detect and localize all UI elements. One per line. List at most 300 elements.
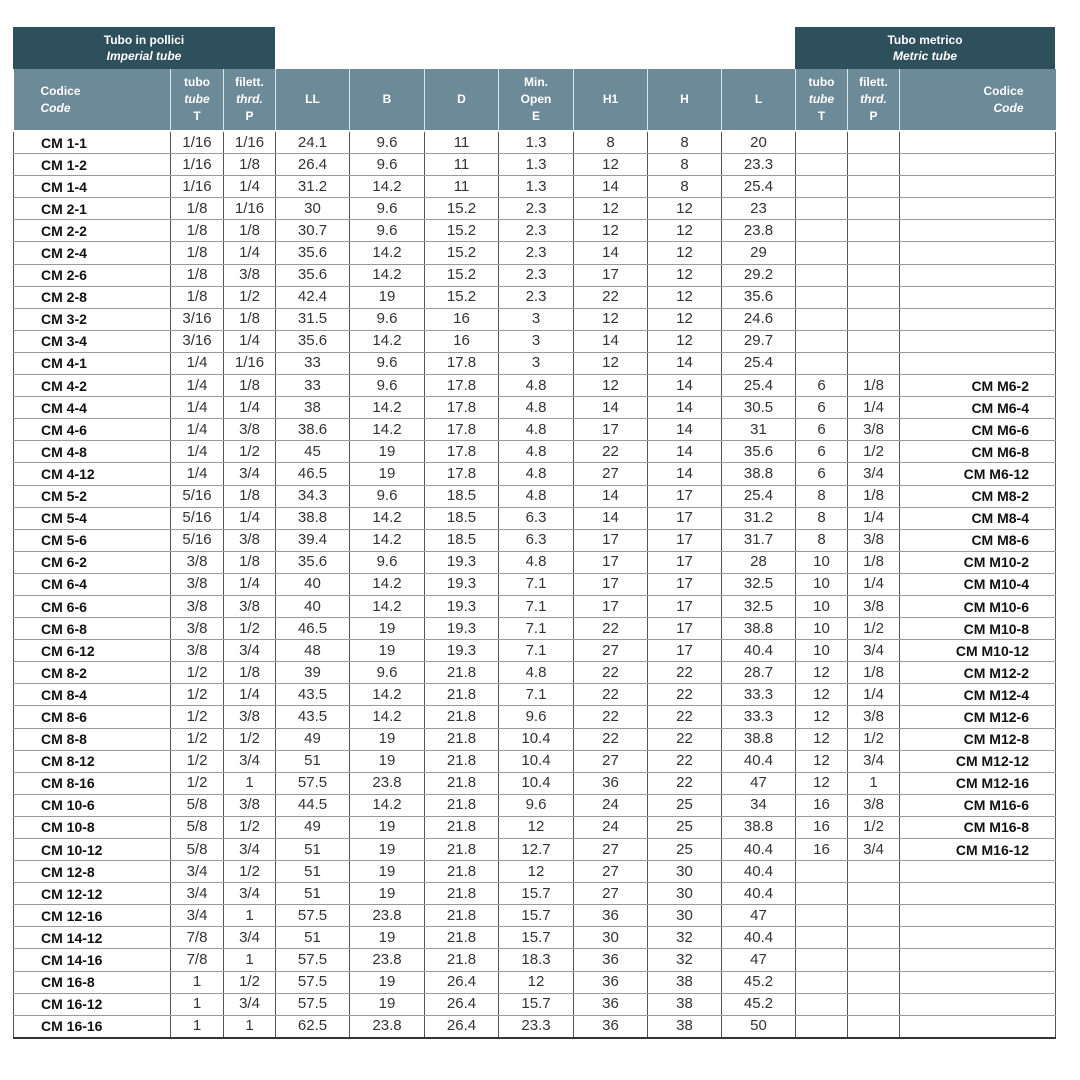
table-cell: 1/2 bbox=[224, 728, 276, 750]
table-cell: 3/8 bbox=[848, 529, 900, 551]
imperial-code-cell: CM 3-4 bbox=[14, 330, 171, 352]
metric-code-cell: CM M12-2 bbox=[900, 662, 1056, 684]
table-cell: 3 bbox=[499, 330, 574, 352]
table-cell: 14.2 bbox=[350, 684, 425, 706]
table-cell: 47 bbox=[722, 949, 796, 971]
table-cell: 9.6 bbox=[350, 308, 425, 330]
metric-code-cell: CM M6-6 bbox=[900, 419, 1056, 441]
table-cell: 38.6 bbox=[276, 419, 350, 441]
table-cell: 1/16 bbox=[171, 176, 224, 198]
table-cell: 14.2 bbox=[350, 529, 425, 551]
table-cell: 19.3 bbox=[425, 551, 499, 573]
table-cell: 1 bbox=[224, 1015, 276, 1038]
table-cell: 33 bbox=[276, 352, 350, 374]
table-cell: 22 bbox=[648, 706, 722, 728]
column-header-english: Code bbox=[993, 100, 1024, 115]
table-cell: 9.6 bbox=[350, 352, 425, 374]
table-row bbox=[14, 993, 1056, 1015]
column-header-symbol: T bbox=[817, 109, 826, 123]
column-header-label: filett. bbox=[235, 75, 264, 89]
table-cell: 3/4 bbox=[224, 883, 276, 905]
table-cell bbox=[848, 220, 900, 242]
table-cell: 1/8 bbox=[224, 154, 276, 176]
table-cell: 9.6 bbox=[350, 375, 425, 397]
table-cell: 1 bbox=[224, 949, 276, 971]
column-header-english: Code bbox=[40, 100, 71, 115]
table-cell: 16 bbox=[796, 839, 848, 861]
table-cell: 24.6 bbox=[722, 308, 796, 330]
table-cell: 12 bbox=[574, 198, 648, 220]
metric-code-cell bbox=[900, 131, 1056, 154]
table-row bbox=[14, 750, 1056, 772]
metric-code-cell: CM M10-8 bbox=[900, 618, 1056, 640]
table-cell: 14.2 bbox=[350, 706, 425, 728]
metric-tube-subtitle: Metric tube bbox=[892, 49, 957, 63]
table-cell: 40.4 bbox=[722, 640, 796, 662]
table-cell: 33.3 bbox=[722, 684, 796, 706]
table-cell: 17 bbox=[574, 264, 648, 286]
table-cell: 31 bbox=[722, 419, 796, 441]
table-cell: 17.8 bbox=[425, 352, 499, 374]
table-cell: 1/2 bbox=[848, 441, 900, 463]
table-cell: 12 bbox=[499, 816, 574, 838]
table-cell: 10.4 bbox=[499, 772, 574, 794]
table-cell: 11 bbox=[425, 131, 499, 154]
table-cell: 49 bbox=[276, 728, 350, 750]
table-row bbox=[14, 772, 1056, 794]
table-cell: 22 bbox=[574, 706, 648, 728]
table-cell: 12 bbox=[648, 220, 722, 242]
table-cell: 21.8 bbox=[425, 927, 499, 949]
table-cell: 43.5 bbox=[276, 684, 350, 706]
table-cell: 45.2 bbox=[722, 993, 796, 1015]
table-row bbox=[14, 176, 1056, 198]
imperial-code-cell: CM 8-2 bbox=[14, 662, 171, 684]
table-cell bbox=[848, 352, 900, 374]
table-cell: 3/4 bbox=[224, 839, 276, 861]
table-row bbox=[14, 883, 1056, 905]
table-cell: 38.8 bbox=[722, 618, 796, 640]
column-header bbox=[224, 69, 276, 131]
metric-code-cell bbox=[900, 949, 1056, 971]
table-cell: 24 bbox=[574, 816, 648, 838]
table-cell: 15.7 bbox=[499, 883, 574, 905]
table-cell: 7.1 bbox=[499, 684, 574, 706]
table-cell bbox=[796, 220, 848, 242]
table-cell: 19 bbox=[350, 640, 425, 662]
imperial-code-cell: CM 8-12 bbox=[14, 750, 171, 772]
header-row bbox=[14, 69, 1056, 131]
imperial-code-cell: CM 5-4 bbox=[14, 507, 171, 529]
metric-code-cell: CM M12-6 bbox=[900, 706, 1056, 728]
imperial-code-cell: CM 2-1 bbox=[14, 198, 171, 220]
table-cell: 43.5 bbox=[276, 706, 350, 728]
table-cell: 35.6 bbox=[276, 551, 350, 573]
table-cell: 7.1 bbox=[499, 595, 574, 617]
table-cell: 38.8 bbox=[276, 507, 350, 529]
table-row bbox=[14, 684, 1056, 706]
imperial-code-cell: CM 10-6 bbox=[14, 794, 171, 816]
table-cell: 21.8 bbox=[425, 949, 499, 971]
metric-code-cell: CM M10-12 bbox=[900, 640, 1056, 662]
table-cell: 44.5 bbox=[276, 794, 350, 816]
metric-tube-title: Tubo metrico bbox=[887, 33, 963, 47]
metric-code-cell bbox=[900, 264, 1056, 286]
imperial-code-cell: CM 16-12 bbox=[14, 993, 171, 1015]
table-cell: 21.8 bbox=[425, 662, 499, 684]
table-cell: 9.6 bbox=[350, 198, 425, 220]
table-cell bbox=[796, 198, 848, 220]
column-header-english: thrd. bbox=[236, 92, 263, 106]
table-cell: 1/2 bbox=[224, 971, 276, 993]
table-cell: 1/2 bbox=[224, 816, 276, 838]
table-cell: 23.3 bbox=[499, 1015, 574, 1038]
column-header-label: Open bbox=[520, 92, 552, 106]
table-cell: 6.3 bbox=[499, 529, 574, 551]
imperial-code-cell: CM 8-4 bbox=[14, 684, 171, 706]
metric-code-cell bbox=[900, 308, 1056, 330]
table-cell: 1/4 bbox=[224, 242, 276, 264]
table-cell: 2.3 bbox=[499, 220, 574, 242]
column-header-label: LL bbox=[305, 92, 320, 106]
table-cell: 30 bbox=[574, 927, 648, 949]
table-cell: 19 bbox=[350, 463, 425, 485]
table-cell: 1/8 bbox=[224, 551, 276, 573]
table-cell bbox=[796, 861, 848, 883]
table-row bbox=[14, 662, 1056, 684]
table-cell bbox=[848, 949, 900, 971]
table-header bbox=[14, 69, 1056, 131]
table-cell: 12 bbox=[648, 264, 722, 286]
table-cell: 19 bbox=[350, 816, 425, 838]
table-cell: 3/4 bbox=[224, 927, 276, 949]
table-cell: 22 bbox=[648, 772, 722, 794]
table-row bbox=[14, 927, 1056, 949]
table-cell: 22 bbox=[648, 750, 722, 772]
table-cell: 12 bbox=[796, 684, 848, 706]
metric-code-cell bbox=[900, 971, 1056, 993]
table-cell: 10 bbox=[796, 573, 848, 595]
table-cell: 19 bbox=[350, 993, 425, 1015]
table-cell: 31.2 bbox=[276, 176, 350, 198]
table-cell: 57.5 bbox=[276, 905, 350, 927]
table-cell: 48 bbox=[276, 640, 350, 662]
table-cell: 17 bbox=[648, 551, 722, 573]
table-cell: 9.6 bbox=[350, 131, 425, 154]
table-cell: 4.8 bbox=[499, 419, 574, 441]
metric-code-cell bbox=[900, 154, 1056, 176]
table-cell: 31.5 bbox=[276, 308, 350, 330]
table-row bbox=[14, 618, 1056, 640]
table-cell: 14 bbox=[648, 397, 722, 419]
table-cell: 11 bbox=[425, 154, 499, 176]
table-cell: 14 bbox=[574, 176, 648, 198]
table-cell: 1/4 bbox=[224, 507, 276, 529]
table-cell: 4.8 bbox=[499, 551, 574, 573]
table-cell: 5/8 bbox=[171, 816, 224, 838]
table-cell: 3/8 bbox=[848, 595, 900, 617]
table-cell: 15.7 bbox=[499, 905, 574, 927]
table-cell: 21.8 bbox=[425, 839, 499, 861]
metric-tube-banner bbox=[795, 27, 1055, 69]
imperial-code-cell: CM 5-6 bbox=[14, 529, 171, 551]
table-cell: 15.2 bbox=[425, 198, 499, 220]
table-cell: 5/16 bbox=[171, 529, 224, 551]
table-cell: 19 bbox=[350, 883, 425, 905]
table-cell bbox=[848, 927, 900, 949]
table-cell: 40.4 bbox=[722, 839, 796, 861]
table-cell: 1/16 bbox=[224, 352, 276, 374]
table-cell: 14.2 bbox=[350, 794, 425, 816]
table-cell: 51 bbox=[276, 883, 350, 905]
table-cell: 1/2 bbox=[848, 816, 900, 838]
table-row bbox=[14, 949, 1056, 971]
metric-code-cell bbox=[900, 242, 1056, 264]
table-cell: 14 bbox=[648, 352, 722, 374]
table-cell: 3/8 bbox=[224, 794, 276, 816]
column-header-label: L bbox=[754, 92, 763, 106]
table-cell: 23 bbox=[722, 198, 796, 220]
table-cell: 4.8 bbox=[499, 485, 574, 507]
table-cell bbox=[796, 993, 848, 1015]
table-cell: 38 bbox=[276, 397, 350, 419]
column-header bbox=[574, 69, 648, 131]
table-cell: 1/4 bbox=[224, 573, 276, 595]
table-cell bbox=[796, 883, 848, 905]
imperial-code-cell: CM 1-2 bbox=[14, 154, 171, 176]
table-cell: 22 bbox=[648, 662, 722, 684]
table-cell: 3/4 bbox=[848, 750, 900, 772]
metric-code-cell: CM M6-4 bbox=[900, 397, 1056, 419]
table-cell: 15.2 bbox=[425, 286, 499, 308]
table-cell: 35.6 bbox=[276, 264, 350, 286]
table-cell: 14 bbox=[574, 397, 648, 419]
table-cell: 1/2 bbox=[171, 706, 224, 728]
table-cell: 17 bbox=[648, 507, 722, 529]
imperial-code-cell: CM 4-12 bbox=[14, 463, 171, 485]
metric-code-cell: CM M16-12 bbox=[900, 839, 1056, 861]
table-cell: 29.7 bbox=[722, 330, 796, 352]
table-cell: 6 bbox=[796, 441, 848, 463]
metric-code-cell bbox=[900, 176, 1056, 198]
table-row bbox=[14, 375, 1056, 397]
table-cell: 3/4 bbox=[224, 750, 276, 772]
table-cell: 14 bbox=[648, 375, 722, 397]
imperial-tube-subtitle: Imperial tube bbox=[106, 49, 182, 63]
table-cell: 12 bbox=[796, 662, 848, 684]
table-cell: 3/8 bbox=[224, 419, 276, 441]
table-cell: 17 bbox=[648, 573, 722, 595]
table-cell: 1/4 bbox=[224, 684, 276, 706]
table-cell: 12 bbox=[574, 220, 648, 242]
table-cell: 10 bbox=[796, 551, 848, 573]
metric-code-cell bbox=[900, 905, 1056, 927]
column-header bbox=[796, 69, 848, 131]
table-cell: 1 bbox=[171, 1015, 224, 1038]
table-cell: 7.1 bbox=[499, 573, 574, 595]
table-cell: 19 bbox=[350, 286, 425, 308]
table-cell: 1/2 bbox=[224, 618, 276, 640]
table-row bbox=[14, 397, 1056, 419]
table-cell: 7.1 bbox=[499, 640, 574, 662]
column-header-label: tubo bbox=[184, 75, 210, 89]
table-cell: 17 bbox=[648, 485, 722, 507]
table-cell: 15.7 bbox=[499, 993, 574, 1015]
table-row bbox=[14, 485, 1056, 507]
table-cell: 19 bbox=[350, 971, 425, 993]
table-cell: 3/8 bbox=[224, 595, 276, 617]
table-cell bbox=[796, 286, 848, 308]
column-header bbox=[722, 69, 796, 131]
table-row bbox=[14, 839, 1056, 861]
imperial-code-cell: CM 14-12 bbox=[14, 927, 171, 949]
table-cell: 4.8 bbox=[499, 397, 574, 419]
imperial-code-cell: CM 8-8 bbox=[14, 728, 171, 750]
table-cell: 4.8 bbox=[499, 375, 574, 397]
table-cell bbox=[848, 861, 900, 883]
table-cell bbox=[796, 131, 848, 154]
table-cell: 18.5 bbox=[425, 529, 499, 551]
table-cell: 35.6 bbox=[276, 330, 350, 352]
table-cell: 1 bbox=[171, 971, 224, 993]
table-cell: 57.5 bbox=[276, 993, 350, 1015]
table-cell: 39 bbox=[276, 662, 350, 684]
table-cell: 21.8 bbox=[425, 750, 499, 772]
table-cell: 4.8 bbox=[499, 441, 574, 463]
table-cell bbox=[848, 308, 900, 330]
metric-code-cell bbox=[900, 883, 1056, 905]
column-header bbox=[350, 69, 425, 131]
table-cell: 14.2 bbox=[350, 507, 425, 529]
table-cell bbox=[848, 198, 900, 220]
table-cell: 9.6 bbox=[350, 551, 425, 573]
table-row bbox=[14, 507, 1056, 529]
column-header-label: H1 bbox=[602, 92, 619, 106]
table-cell: 3/4 bbox=[171, 861, 224, 883]
table-cell: 3/8 bbox=[848, 419, 900, 441]
table-cell: 26.4 bbox=[425, 1015, 499, 1038]
imperial-code-cell: CM 14-16 bbox=[14, 949, 171, 971]
table-cell: 15.2 bbox=[425, 264, 499, 286]
table-cell: 4.8 bbox=[499, 463, 574, 485]
table-cell: 3/8 bbox=[224, 264, 276, 286]
table-cell bbox=[796, 971, 848, 993]
table-cell: 1/16 bbox=[171, 154, 224, 176]
table-row bbox=[14, 640, 1056, 662]
column-header-symbol: T bbox=[193, 109, 201, 123]
table-cell: 8 bbox=[796, 507, 848, 529]
table-cell: 1/4 bbox=[224, 397, 276, 419]
table-cell: 1/16 bbox=[224, 131, 276, 154]
table-cell: 8 bbox=[796, 529, 848, 551]
column-header-symbol: P bbox=[245, 109, 254, 123]
table-cell: 36 bbox=[574, 971, 648, 993]
table-cell: 47 bbox=[722, 772, 796, 794]
table-cell bbox=[848, 176, 900, 198]
table-cell: 35.6 bbox=[722, 441, 796, 463]
metric-code-cell bbox=[900, 330, 1056, 352]
table-row bbox=[14, 286, 1056, 308]
table-cell: 3/16 bbox=[171, 308, 224, 330]
table-cell: 14 bbox=[648, 441, 722, 463]
table-cell: 19.3 bbox=[425, 640, 499, 662]
table-cell: 27 bbox=[574, 861, 648, 883]
table-cell: 21.8 bbox=[425, 883, 499, 905]
table-cell: 3/8 bbox=[224, 706, 276, 728]
table-cell: 3/16 bbox=[171, 330, 224, 352]
metric-code-cell: CM M10-2 bbox=[900, 551, 1056, 573]
column-header bbox=[499, 69, 574, 131]
column-header-symbol: P bbox=[869, 109, 878, 123]
column-header bbox=[425, 69, 499, 131]
table-cell: 50 bbox=[722, 1015, 796, 1038]
table-cell: 17 bbox=[648, 529, 722, 551]
table-row bbox=[14, 529, 1056, 551]
column-header-label: H bbox=[680, 92, 689, 106]
table-cell: 12 bbox=[796, 750, 848, 772]
imperial-code-cell: CM 4-1 bbox=[14, 352, 171, 374]
table-cell bbox=[796, 176, 848, 198]
column-header-english: tube bbox=[808, 92, 835, 106]
table-cell: 27 bbox=[574, 463, 648, 485]
table-row bbox=[14, 308, 1056, 330]
table-cell: 1/16 bbox=[224, 198, 276, 220]
table-cell: 9.6 bbox=[350, 485, 425, 507]
table-cell: 10 bbox=[796, 640, 848, 662]
table-cell: 38.8 bbox=[722, 816, 796, 838]
table-cell: 31.2 bbox=[722, 507, 796, 529]
metric-code-cell bbox=[900, 1015, 1056, 1038]
table-cell: 14 bbox=[574, 242, 648, 264]
table-cell: 3/8 bbox=[171, 595, 224, 617]
column-header bbox=[276, 69, 350, 131]
table-cell: 1/2 bbox=[171, 728, 224, 750]
table-cell: 1/8 bbox=[848, 375, 900, 397]
table-cell: 23.8 bbox=[722, 220, 796, 242]
table-cell: 32.5 bbox=[722, 595, 796, 617]
table-cell: 1 bbox=[171, 993, 224, 1015]
table-cell: 12 bbox=[648, 330, 722, 352]
table-cell: 12 bbox=[796, 772, 848, 794]
table-cell: 3/8 bbox=[171, 618, 224, 640]
table-cell: 9.6 bbox=[350, 154, 425, 176]
table-row bbox=[14, 573, 1056, 595]
table-cell: 46.5 bbox=[276, 463, 350, 485]
table-cell: 20 bbox=[722, 131, 796, 154]
table-cell: 21.8 bbox=[425, 772, 499, 794]
table-cell: 25 bbox=[648, 816, 722, 838]
metric-code-cell bbox=[900, 198, 1056, 220]
table-cell: 8 bbox=[648, 131, 722, 154]
table-cell: 27 bbox=[574, 750, 648, 772]
table-cell: 14.2 bbox=[350, 264, 425, 286]
table-cell: 6 bbox=[796, 419, 848, 441]
table-cell: 42.4 bbox=[276, 286, 350, 308]
imperial-code-cell: CM 8-6 bbox=[14, 706, 171, 728]
imperial-tube-banner bbox=[13, 27, 275, 69]
column-header bbox=[648, 69, 722, 131]
table-cell: 7/8 bbox=[171, 949, 224, 971]
table-cell: 3/4 bbox=[224, 640, 276, 662]
table-cell bbox=[796, 242, 848, 264]
table-cell bbox=[848, 993, 900, 1015]
table-cell: 3/8 bbox=[171, 551, 224, 573]
table-cell: 1/4 bbox=[848, 397, 900, 419]
table-cell: 3/8 bbox=[848, 794, 900, 816]
table-cell: 3/8 bbox=[848, 706, 900, 728]
table-body bbox=[14, 131, 1056, 1038]
column-header-label: D bbox=[457, 92, 466, 106]
